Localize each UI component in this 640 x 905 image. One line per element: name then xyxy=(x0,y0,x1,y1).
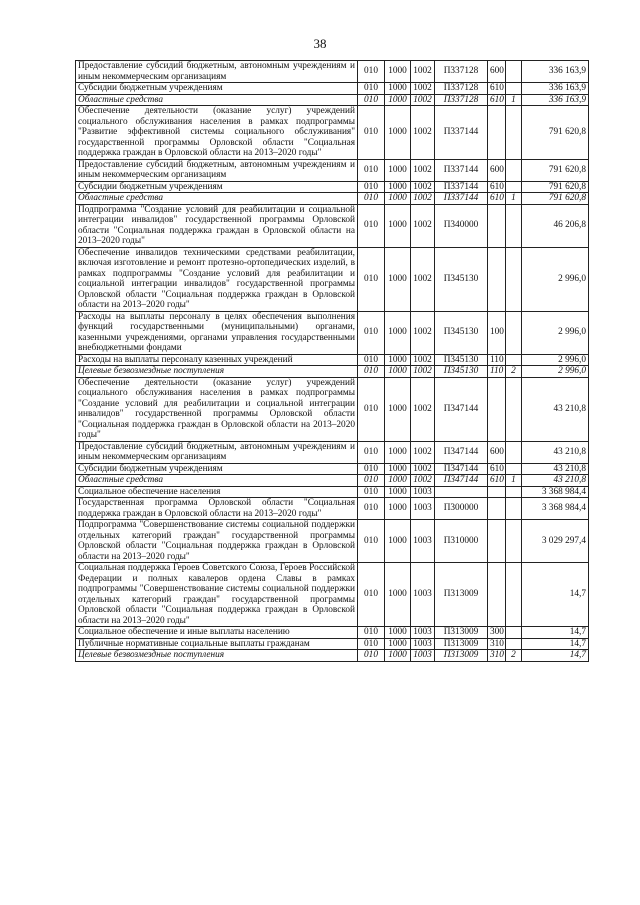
admin-code: 010 xyxy=(358,193,385,205)
funding-source-code xyxy=(506,354,522,366)
amount-cell: 2 996,0 xyxy=(522,366,589,378)
section-code: 1000 xyxy=(385,475,411,487)
row-description: Предоставление субсидий бюджетным, автономным учреждениям и иным некоммерческим организациям xyxy=(76,61,358,83)
funding-source-code xyxy=(506,638,522,650)
admin-code: 010 xyxy=(358,563,385,627)
admin-code: 010 xyxy=(358,463,385,475)
expense-type-code: 600 xyxy=(488,61,506,83)
admin-code: 010 xyxy=(358,627,385,639)
amount-cell: 791 620,8 xyxy=(522,106,589,160)
section-code: 1000 xyxy=(385,498,411,520)
expense-type-code: 610 xyxy=(488,94,506,106)
row-description: Областные средства xyxy=(76,94,358,106)
target-article-code: П310000 xyxy=(435,520,488,563)
subsection-code: 1002 xyxy=(411,204,435,247)
row-description: Обеспечение деятельности (оказание услуг) учреждений социального обслуживания населения в рамках подпрограммы "Развитие эффективной системы социального обслуживания" государственной программы Орловской области "Социальная поддержка граждан в Орловской области на 2013–2020 годы" xyxy=(76,106,358,160)
subsection-code: 1003 xyxy=(411,563,435,627)
section-code: 1000 xyxy=(385,463,411,475)
row-description: Целевые безвозмездные поступления xyxy=(76,650,358,662)
admin-code: 010 xyxy=(358,61,385,83)
target-article-code: П337128 xyxy=(435,83,488,95)
subsection-code: 1003 xyxy=(411,627,435,639)
admin-code: 010 xyxy=(358,247,385,311)
table-row xyxy=(76,366,589,378)
row-description: Подпрограмма "Совершенствование системы социальной поддержки отдельных категорий граждан" государственной программы Орловской области "Социальная поддержка граждан в Орловской области на 2013–2020 годы" xyxy=(76,520,358,563)
target-article-code: П337144 xyxy=(435,106,488,160)
admin-code: 010 xyxy=(358,498,385,520)
expense-type-code: 610 xyxy=(488,193,506,205)
expense-type-code: 100 xyxy=(488,311,506,354)
admin-code: 010 xyxy=(358,94,385,106)
amount-cell: 3 029 297,4 xyxy=(522,520,589,563)
target-article-code: П313009 xyxy=(435,627,488,639)
amount-cell: 14,7 xyxy=(522,638,589,650)
table-row xyxy=(76,627,589,639)
admin-code: 010 xyxy=(358,106,385,160)
row-description: Областные средства xyxy=(76,475,358,487)
expense-type-code: 610 xyxy=(488,83,506,95)
amount-cell: 46 206,8 xyxy=(522,204,589,247)
funding-source-code: 1 xyxy=(506,475,522,487)
subsection-code: 1002 xyxy=(411,193,435,205)
admin-code: 010 xyxy=(358,181,385,193)
amount-cell: 2 996,0 xyxy=(522,311,589,354)
admin-code: 010 xyxy=(358,650,385,662)
admin-code: 010 xyxy=(358,377,385,441)
funding-source-code xyxy=(506,627,522,639)
row-description: Субсидии бюджетным учреждениям xyxy=(76,463,358,475)
section-code: 1000 xyxy=(385,159,411,181)
expense-type-code: 310 xyxy=(488,638,506,650)
expense-type-code xyxy=(488,498,506,520)
table-row xyxy=(76,354,589,366)
target-article-code: П340000 xyxy=(435,204,488,247)
section-code: 1000 xyxy=(385,366,411,378)
row-description: Расходы на выплаты персоналу в целях обеспечения выполнения функций государственными (муниципальными) органами, казенными учреждениями, органами управления государственными внебюджетными фондами xyxy=(76,311,358,354)
section-code: 1000 xyxy=(385,83,411,95)
funding-source-code xyxy=(506,441,522,463)
row-description: Субсидии бюджетным учреждениям xyxy=(76,83,358,95)
table-row xyxy=(76,463,589,475)
target-article-code: П337144 xyxy=(435,159,488,181)
subsection-code: 1002 xyxy=(411,94,435,106)
target-article-code: П337128 xyxy=(435,94,488,106)
target-article-code: П300000 xyxy=(435,498,488,520)
subsection-code: 1002 xyxy=(411,61,435,83)
section-code: 1000 xyxy=(385,563,411,627)
section-code: 1000 xyxy=(385,181,411,193)
admin-code: 010 xyxy=(358,366,385,378)
budget-table-body xyxy=(76,61,589,662)
section-code: 1000 xyxy=(385,94,411,106)
funding-source-code xyxy=(506,83,522,95)
target-article-code: П337144 xyxy=(435,193,488,205)
funding-source-code xyxy=(506,563,522,627)
table-row xyxy=(76,650,589,662)
funding-source-code xyxy=(506,498,522,520)
table-row xyxy=(76,61,589,83)
amount-cell: 791 620,8 xyxy=(522,159,589,181)
row-description: Предоставление субсидий бюджетным, автономным учреждениям и иным некоммерческим организациям xyxy=(76,441,358,463)
table-row xyxy=(76,638,589,650)
row-description: Государственная программа Орловской области "Социальная поддержка граждан в Орловской области на 2013–2020 годы" xyxy=(76,498,358,520)
row-description: Обеспечение деятельности (оказание услуг) учреждений социального обслуживания населения в рамках подпрограммы "Создание условий для реабилитации и социальной интеграции инвалидов" государственной программы Орловской области "Социальная поддержка граждан в Орловской области на 2013–2020 годы" xyxy=(76,377,358,441)
row-description: Областные средства xyxy=(76,193,358,205)
subsection-code: 1002 xyxy=(411,311,435,354)
table-row xyxy=(76,94,589,106)
table-row xyxy=(76,498,589,520)
target-article-code xyxy=(435,486,488,498)
amount-cell: 43 210,8 xyxy=(522,475,589,487)
table-row xyxy=(76,520,589,563)
expense-type-code: 610 xyxy=(488,181,506,193)
expense-type-code: 110 xyxy=(488,366,506,378)
table-row xyxy=(76,193,589,205)
amount-cell: 43 210,8 xyxy=(522,463,589,475)
table-row xyxy=(76,475,589,487)
table-row xyxy=(76,563,589,627)
section-code: 1000 xyxy=(385,650,411,662)
expense-type-code: 610 xyxy=(488,475,506,487)
target-article-code: П345130 xyxy=(435,247,488,311)
amount-cell: 791 620,8 xyxy=(522,181,589,193)
subsection-code: 1002 xyxy=(411,377,435,441)
section-code: 1000 xyxy=(385,61,411,83)
subsection-code: 1002 xyxy=(411,463,435,475)
section-code: 1000 xyxy=(385,193,411,205)
admin-code: 010 xyxy=(358,204,385,247)
table-row xyxy=(76,486,589,498)
section-code: 1000 xyxy=(385,627,411,639)
table-row xyxy=(76,247,589,311)
admin-code: 010 xyxy=(358,441,385,463)
subsection-code: 1003 xyxy=(411,520,435,563)
funding-source-code: 2 xyxy=(506,366,522,378)
subsection-code: 1003 xyxy=(411,650,435,662)
funding-source-code xyxy=(506,61,522,83)
section-code: 1000 xyxy=(385,486,411,498)
amount-cell: 336 163,9 xyxy=(522,61,589,83)
amount-cell: 14,7 xyxy=(522,627,589,639)
amount-cell: 2 996,0 xyxy=(522,354,589,366)
section-code: 1000 xyxy=(385,311,411,354)
target-article-code: П337128 xyxy=(435,61,488,83)
target-article-code: П313009 xyxy=(435,638,488,650)
expense-type-code xyxy=(488,247,506,311)
amount-cell: 3 368 984,4 xyxy=(522,486,589,498)
funding-source-code xyxy=(506,486,522,498)
funding-source-code xyxy=(506,181,522,193)
funding-source-code: 1 xyxy=(506,193,522,205)
amount-cell: 43 210,8 xyxy=(522,441,589,463)
target-article-code: П345130 xyxy=(435,311,488,354)
admin-code: 010 xyxy=(358,486,385,498)
row-description: Предоставление субсидий бюджетным, автономным учреждениям и иным некоммерческим организациям xyxy=(76,159,358,181)
row-description: Публичные нормативные социальные выплаты гражданам xyxy=(76,638,358,650)
expense-type-code: 110 xyxy=(488,354,506,366)
subsection-code: 1002 xyxy=(411,475,435,487)
target-article-code: П347144 xyxy=(435,377,488,441)
row-description: Целевые безвозмездные поступления xyxy=(76,366,358,378)
row-description: Социальное обеспечение населения xyxy=(76,486,358,498)
section-code: 1000 xyxy=(385,247,411,311)
funding-source-code xyxy=(506,106,522,160)
admin-code: 010 xyxy=(358,638,385,650)
section-code: 1000 xyxy=(385,354,411,366)
section-code: 1000 xyxy=(385,441,411,463)
admin-code: 010 xyxy=(358,311,385,354)
expense-type-code xyxy=(488,563,506,627)
table-row xyxy=(76,377,589,441)
target-article-code: П347144 xyxy=(435,475,488,487)
subsection-code: 1003 xyxy=(411,486,435,498)
row-description: Обеспечение инвалидов техническими средствами реабилитации, включая изготовление и ремонт протезно-ортопедических изделий, в рамках подпрограммы "Создание условий для реабилитации и социальной интеграции инвалидов" государственной программы Орловской области "Социальная поддержка граждан в Орловской области на 2013–2020 годы" xyxy=(76,247,358,311)
row-description: Социальная поддержка Героев Советского Союза, Героев Российской Федерации и полных кавалеров ордена Славы в рамках подпрограммы "Совершенствование системы социальной поддержки отдельных категорий граждан" государственной программы Орловской области "Социальная поддержка граждан в Орловской области на 2013–2020 годы" xyxy=(76,563,358,627)
table-row xyxy=(76,441,589,463)
table-row xyxy=(76,204,589,247)
budget-table xyxy=(75,60,589,662)
expense-type-code xyxy=(488,486,506,498)
section-code: 1000 xyxy=(385,377,411,441)
expense-type-code: 600 xyxy=(488,159,506,181)
funding-source-code: 1 xyxy=(506,94,522,106)
subsection-code: 1002 xyxy=(411,354,435,366)
expense-type-code xyxy=(488,204,506,247)
funding-source-code xyxy=(506,311,522,354)
table-row xyxy=(76,181,589,193)
expense-type-code xyxy=(488,520,506,563)
amount-cell: 791 620,8 xyxy=(522,193,589,205)
table-row xyxy=(76,83,589,95)
amount-cell: 336 163,9 xyxy=(522,94,589,106)
admin-code: 010 xyxy=(358,83,385,95)
amount-cell: 2 996,0 xyxy=(522,247,589,311)
table-row xyxy=(76,106,589,160)
expense-type-code: 300 xyxy=(488,627,506,639)
section-code: 1000 xyxy=(385,204,411,247)
subsection-code: 1002 xyxy=(411,181,435,193)
subsection-code: 1002 xyxy=(411,106,435,160)
target-article-code: П337144 xyxy=(435,181,488,193)
subsection-code: 1003 xyxy=(411,638,435,650)
page-number: 38 xyxy=(313,36,327,51)
subsection-code: 1002 xyxy=(411,159,435,181)
amount-cell: 14,7 xyxy=(522,563,589,627)
table-row xyxy=(76,311,589,354)
amount-cell: 3 368 984,4 xyxy=(522,498,589,520)
funding-source-code xyxy=(506,377,522,441)
section-code: 1000 xyxy=(385,638,411,650)
row-description: Подпрограмма "Создание условий для реабилитации и социальной интеграции инвалидов" государственной программы Орловской области "Социальная поддержка граждан в Орловской области на 2013–2020 годы" xyxy=(76,204,358,247)
target-article-code: П347144 xyxy=(435,441,488,463)
funding-source-code xyxy=(506,247,522,311)
admin-code: 010 xyxy=(358,159,385,181)
row-description: Расходы на выплаты персоналу казенных учреждений xyxy=(76,354,358,366)
expense-type-code: 310 xyxy=(488,650,506,662)
amount-cell: 43 210,8 xyxy=(522,377,589,441)
subsection-code: 1002 xyxy=(411,247,435,311)
subsection-code: 1003 xyxy=(411,498,435,520)
funding-source-code xyxy=(506,520,522,563)
target-article-code: П345130 xyxy=(435,354,488,366)
target-article-code: П313009 xyxy=(435,563,488,627)
funding-source-code xyxy=(506,463,522,475)
funding-source-code xyxy=(506,204,522,247)
admin-code: 010 xyxy=(358,475,385,487)
expense-type-code: 610 xyxy=(488,463,506,475)
subsection-code: 1002 xyxy=(411,83,435,95)
row-description: Субсидии бюджетным учреждениям xyxy=(76,181,358,193)
row-description: Социальное обеспечение и иные выплаты населению xyxy=(76,627,358,639)
subsection-code: 1002 xyxy=(411,441,435,463)
amount-cell: 14,7 xyxy=(522,650,589,662)
subsection-code: 1002 xyxy=(411,366,435,378)
target-article-code: П347144 xyxy=(435,463,488,475)
admin-code: 010 xyxy=(358,520,385,563)
expense-type-code: 600 xyxy=(488,441,506,463)
section-code: 1000 xyxy=(385,520,411,563)
target-article-code: П345130 xyxy=(435,366,488,378)
funding-source-code xyxy=(506,159,522,181)
section-code: 1000 xyxy=(385,106,411,160)
amount-cell: 336 163,9 xyxy=(522,83,589,95)
target-article-code: П313009 xyxy=(435,650,488,662)
admin-code: 010 xyxy=(358,354,385,366)
funding-source-code: 2 xyxy=(506,650,522,662)
table-row xyxy=(76,159,589,181)
expense-type-code xyxy=(488,106,506,160)
expense-type-code xyxy=(488,377,506,441)
